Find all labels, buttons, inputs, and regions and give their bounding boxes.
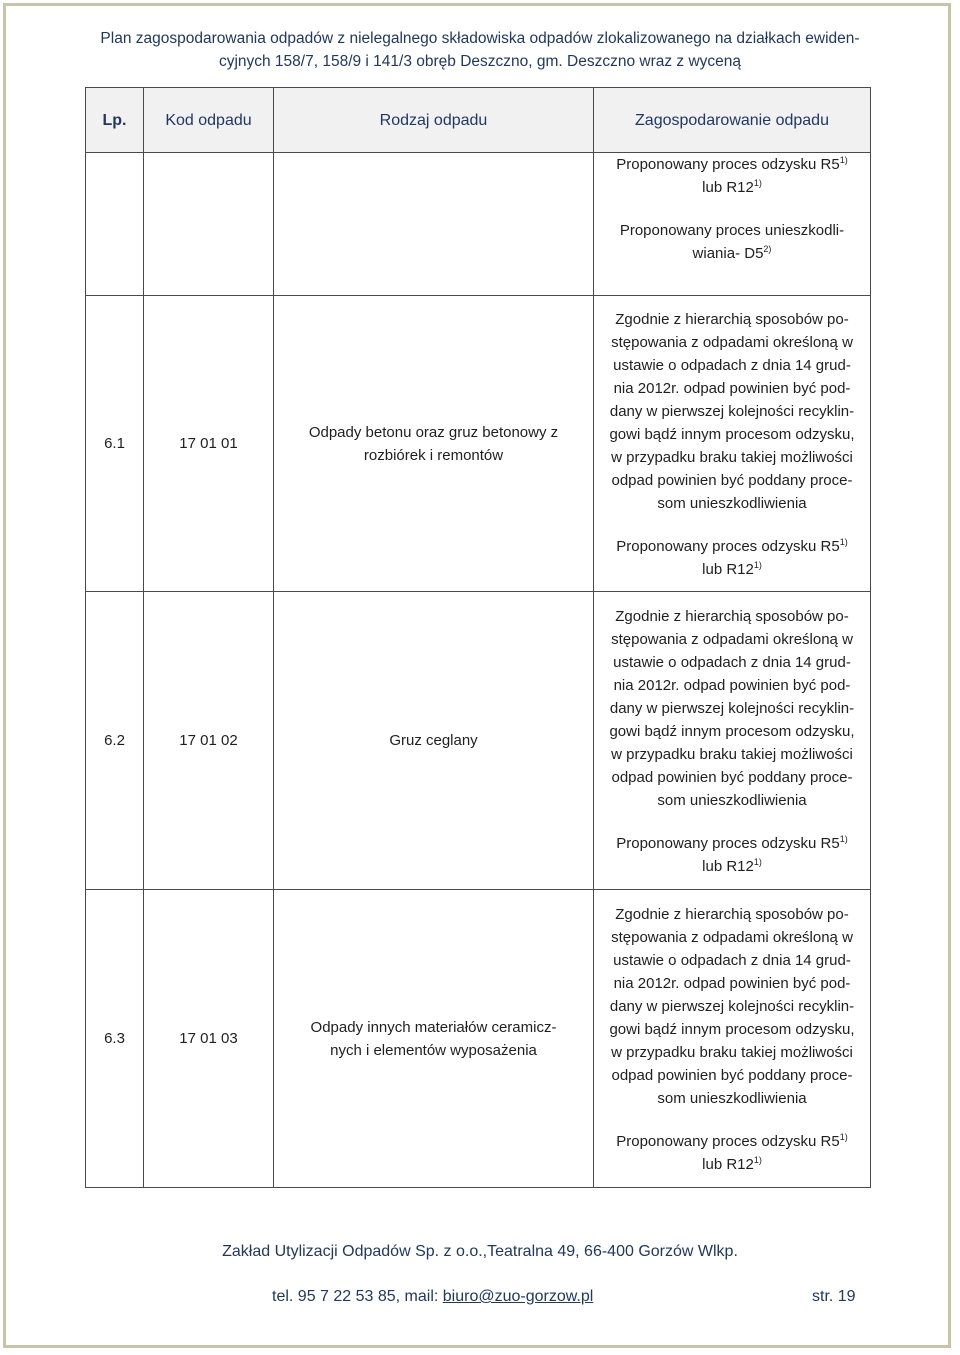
- table-header-row: [86, 88, 871, 153]
- email-link[interactable]: biuro@zuo-gorzow.pl: [442, 1288, 594, 1305]
- header-lp: Lp.: [86, 88, 144, 153]
- recovery-process: Proponowany proces odzysku R5$^{1)}$ lub R12$^{1)}$: [616, 1132, 848, 1173]
- rodzaj-line: Gruz ceglany: [389, 732, 478, 749]
- cell-zagospodarowanie: [594, 296, 871, 592]
- waste-table: [85, 87, 871, 1188]
- cell-zagospodarowanie: [594, 890, 871, 1188]
- footer-contact: [272, 1288, 593, 1306]
- footnote-ref: 2): [763, 244, 772, 254]
- disposal-text: Proponowany proces unieszkodli-: [619, 222, 845, 239]
- table-row: [86, 890, 871, 1188]
- cell-kod: [144, 153, 274, 296]
- table-row: [86, 296, 871, 592]
- cell-lp: 6.1: [86, 296, 144, 592]
- recovery-process: Proponowany proces odzysku R5$^{1)}$ lub R12$^{1)}$: [616, 834, 848, 875]
- hierarchy-text: Zgodnie z hierarchią sposobów po- stępowania z odpadami określoną w ustawie o odpadach z dnia 14 grud- nia 2012r. odpad powinien być pod- dany w pierwszej kolejności recyklin- gowi bądź innym procesom odzysku, w przypadku braku takiej możliwości odpad powinien być poddany proce- som unieszkodliwienia: [609, 906, 855, 1107]
- header-rodzaj: Rodzaj odpadu: [274, 88, 594, 153]
- rodzaj-line: rozbiórek i remontów: [363, 446, 504, 464]
- rodzaj-line: nych i elementów wyposażenia: [330, 1041, 537, 1059]
- rodzaj-line: Odpady betonu oraz gruz betonowy z: [308, 423, 559, 441]
- cell-zagospodarowanie: [594, 592, 871, 890]
- recovery-text: Proponowany proces odzysku R5: [616, 156, 840, 173]
- cell-kod: 17 01 01: [144, 296, 274, 592]
- cell-rodzaj: [274, 153, 594, 296]
- hierarchy-text: Zgodnie z hierarchią sposobów po- stępowania z odpadami określoną w ustawie o odpadach z dnia 14 grud- nia 2012r. odpad powinien być pod- dany w pierwszej kolejności recyklin- gowi bądź innym procesom odzysku, w przypadku braku takiej możliwości odpad powinien być poddany proce- som unieszkodliwienia: [609, 608, 855, 809]
- recovery-text-alt: lub R12: [702, 179, 754, 196]
- table-row: [86, 592, 871, 890]
- footer-company: Zakład Utylizacji Odpadów Sp. z o.o.,Teatralna 49, 66-400 Gorzów Wlkp.: [222, 1243, 738, 1260]
- footnote-ref: 1): [753, 178, 762, 188]
- document-header: [90, 27, 870, 73]
- disposal-text-2: wiania- D5: [692, 245, 764, 262]
- cell-lp: [86, 153, 144, 296]
- cell-rodzaj: [274, 890, 594, 1188]
- cell-lp: 6.2: [86, 592, 144, 890]
- recovery-process: Proponowany proces odzysku R5$^{1)}$ lub R12$^{1)}$: [616, 537, 848, 578]
- cell-rodzaj: [274, 592, 594, 890]
- cell-lp: 6.3: [86, 890, 144, 1188]
- disposal-process: [602, 219, 862, 265]
- hierarchy-text: Zgodnie z hierarchią sposobów po- stępowania z odpadami określoną w ustawie o odpadach z dnia 14 grud- nia 2012r. odpad powinien być pod- dany w pierwszej kolejności recyklin- gowi bądź innym procesom odzysku, w przypadku braku takiej możliwości odpad powinien być poddany proce- som unieszkodliwienia: [609, 311, 855, 512]
- table-row-fragment: [86, 153, 871, 296]
- cell-kod: 17 01 03: [144, 890, 274, 1188]
- footer-contact-text: tel. 95 7 22 53 85, mail:: [272, 1288, 443, 1305]
- cell-zagospodarowanie: [594, 153, 871, 296]
- header-kod: Kod odpadu: [144, 88, 274, 153]
- footnote-ref: 1): [839, 155, 848, 165]
- cell-kod: 17 01 02: [144, 592, 274, 890]
- page-number: str. 19: [812, 1288, 856, 1305]
- header-line-1: Plan zagospodarowania odpadów z nielegalnego składowiska odpadów zlokalizowanego na działkach ewiden-: [100, 30, 860, 47]
- cell-rodzaj: [274, 296, 594, 592]
- header-zagospodarowanie: Zagospodarowanie odpadu: [594, 88, 871, 153]
- rodzaj-line: Odpady innych materiałów ceramicz-: [310, 1018, 557, 1036]
- recovery-process: [602, 153, 862, 199]
- header-line-2: cyjnych 158/7, 158/9 i 141/3 obręb Deszczno, gm. Deszczno wraz z wyceną: [218, 53, 742, 70]
